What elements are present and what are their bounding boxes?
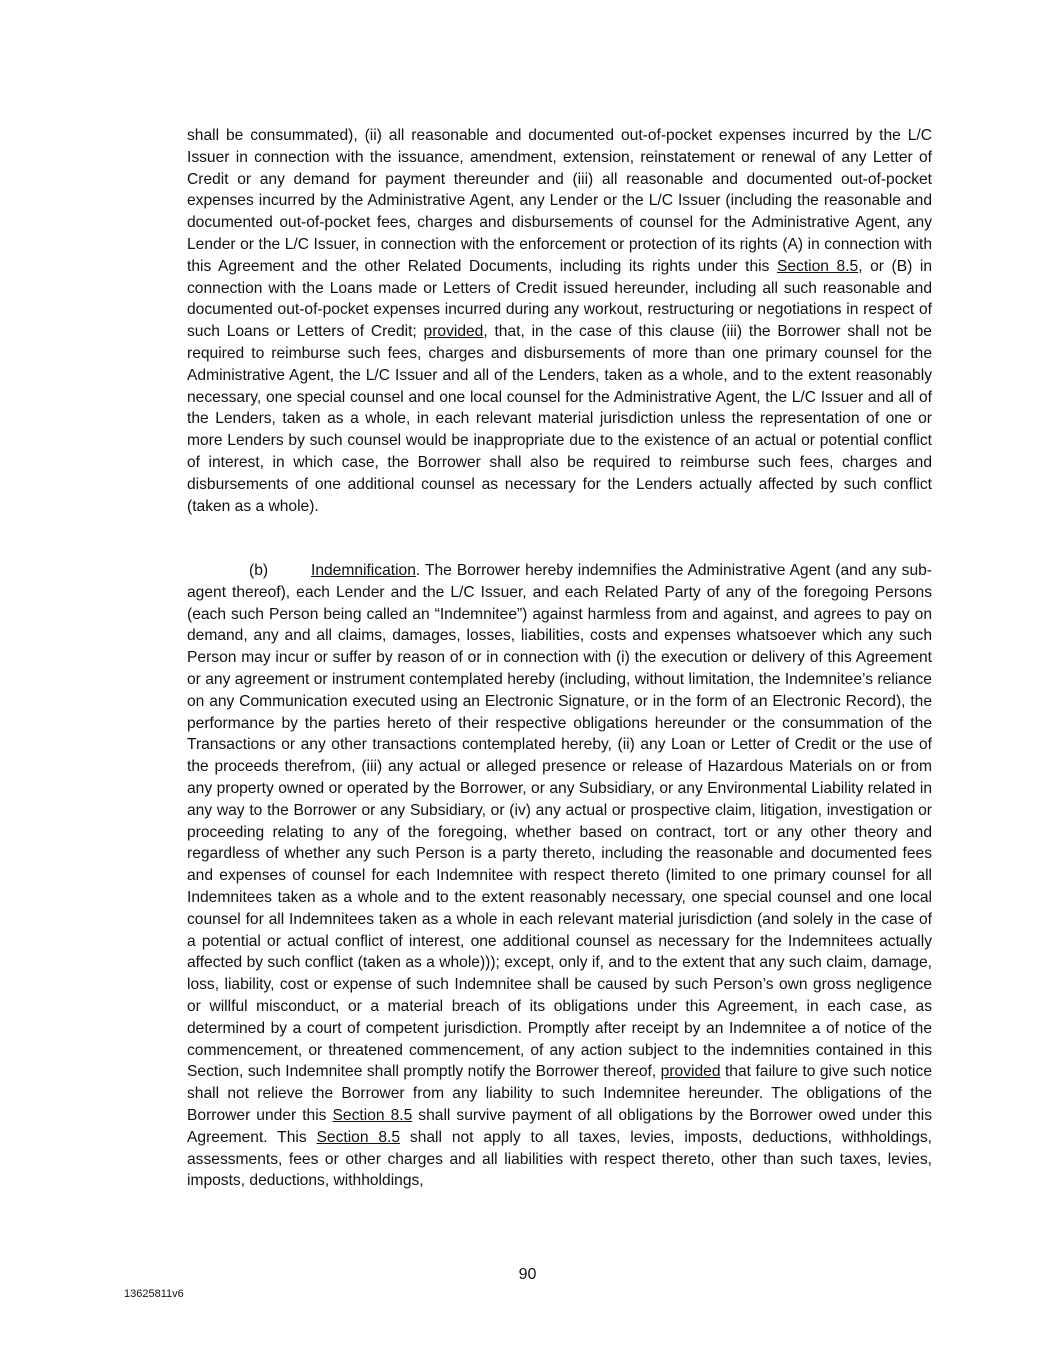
paragraph-2-text-4: shall not apply to all taxes, levies, imposts, deductions, withholdings, assessments, fees or other charges and all liabilities with respect thereto, other than such taxes, levies, imposts, deductions, withholdings, [187, 1128, 932, 1190]
paragraph-1-text-2: , or (B) in connection with the Loans made or Letters of Credit issued hereunder, including all such reasonable and documented out-of-pocket expenses incurred during any workout, restructuring or negotiations in respect of such Loans or Letters of Credit; [187, 257, 932, 341]
provided-term: provided [660, 1063, 721, 1081]
section-8-5-reference: Section 8.5 [316, 1128, 401, 1146]
provided-term: provided [423, 323, 484, 341]
paragraph-2-text-1: . The Borrower hereby indemnifies the Administrative Agent (and any sub-agent thereof), each Lender and the L/C Issuer, and each Related Party of any of the foregoing Persons (each such Person being called an “Indemnitee”) against harmless from and against, and agrees to pay on demand, any and all claims, damages, losses, liabilities, costs and expenses whatsoever which any such Person may incur or suffer by reason of or in connection with (i) the execution or delivery of this Agreement or any agreement or instrument contemplated hereby (including, without limitation, the Indemnitee’s reliance on any Communication executed using an Electronic Signature, or in the form of an Electronic Record), the performance by the parties hereto of their respective obligations hereunder or the consummation of the Transactions or any other transactions contemplated hereby, (ii) any Loan or Letter of Credit or the use of the proceeds therefrom, (iii) any actual or alleged presence or release of Hazardous Materials on or from any property owned or operated by the Borrower, or any Subsidiary, or any Environmental Liability related in any way to the Borrower or any Subsidiary, or (iv) any actual or prospective claim, litigation, investigation or proceeding relating to any of the foregoing, whether based on contract, tort or any other theory and regardless of whether any such Person is a party thereto, including the reasonable and documented fees and expenses of counsel for each Indemnitee with respect thereto (limited to one primary counsel for all Indemnitees taken as a whole and to the extent reasonably necessary, one special counsel and one local counsel for all Indemnitees taken as a whole in each relevant material jurisdiction (and solely in the case of a potential or actual conflict of interest, one additional counsel as necessary for the Indemnitees actually affected by such conflict (taken as a whole))); except, only if, and to the extent that any such claim, damage, loss, liability, cost or expense of such Indemnitee shall be caused by such Person’s own gross negligence or willful misconduct, or a material breach of its obligations under this Agreement, in each case, as determined by a court of competent jurisdiction. Promptly after receipt by an Indemnitee a of notice of the commencement, or threatened commencement, of any action subject to the indemnities contained in this Section, such Indemnitee shall promptly notify the Borrower thereof, [187, 562, 932, 1081]
paragraph-2-text-2: that failure to give such notice shall not relieve the Borrower from any liability to such Indemnitee hereunder. The obligations of the Borrower under this [187, 1063, 932, 1124]
paragraph-1-text-3: , that, in the case of this clause (iii) the Borrower shall not be required to reimburse such fees, charges and disbursements of more than one primary counsel for the Administrative Agent, the L/C Issuer and all of the Lenders, taken as a whole, and to the extent reasonably necessary, one special counsel and one local counsel for the Administrative Agent, the L/C Issuer and all of the Lenders, taken as a whole, in each relevant material jurisdiction unless the representation of one or more Lenders by such counsel would be inappropriate due to the existence of an actual or potential conflict of interest, in which case, the Borrower shall also be required to reimburse such fees, charges and disbursements of one additional counsel as necessary for the Lenders actually affected by such conflict (taken as a whole). [187, 323, 932, 515]
paragraph-expenses-continued [187, 125, 932, 517]
paragraph-2-text-3: shall survive payment of all obligations by the Borrower owed under this Agreement. This [187, 1106, 932, 1146]
indemnification-heading: Indemnification [311, 562, 416, 579]
clause-label-b: (b) [249, 562, 269, 579]
section-8-5-reference: Section 8.5 [776, 257, 859, 275]
paragraph-indemnification [187, 560, 932, 1192]
section-8-5-reference: Section 8.5 [332, 1106, 413, 1124]
paragraph-1-text-1: shall be consummated), (ii) all reasonable and documented out-of-pocket expenses incurred by the L/C Issuer in connection with the issuance, amendment, extension, reinstatement or renewal of any Letter of Credit or any demand for payment thereunder and (iii) all reasonable and documented out-of-pocket expenses incurred by the Administrative Agent, any Lender or the L/C Issuer (including the reasonable and documented out-of-pocket fees, charges and disbursements of counsel for the Administrative Agent, any Lender or the L/C Issuer, in connection with the enforcement or protection of its rights (A) in connection with this Agreement and the other Related Documents, including its rights under this [187, 127, 932, 275]
page-number: 90 [518, 1266, 537, 1283]
document-id: 13625811v6 [124, 1288, 184, 1300]
